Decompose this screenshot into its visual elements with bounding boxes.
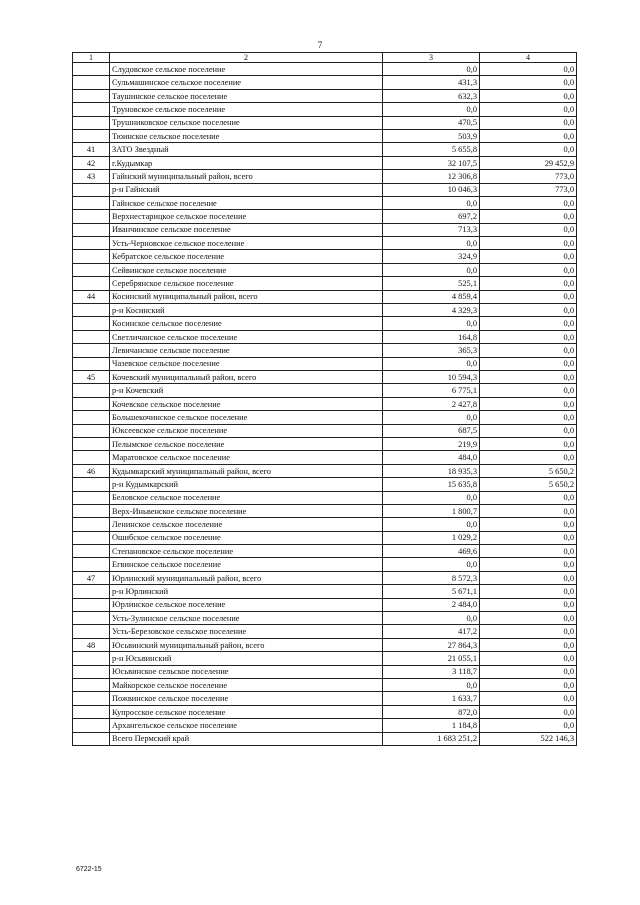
row-number	[73, 504, 110, 517]
row-value-col4: 0,0	[480, 143, 577, 156]
row-value-col4: 0,0	[480, 116, 577, 129]
row-name: Иванчинское сельское поселение	[110, 223, 383, 236]
row-name: Степановское сельское поселение	[110, 545, 383, 558]
row-value-col4: 0,0	[480, 317, 577, 330]
column-header-3: 3	[383, 53, 480, 63]
row-value-col4: 0,0	[480, 531, 577, 544]
row-value-col3: 1 184,8	[383, 719, 480, 732]
row-value-col4: 0,0	[480, 585, 577, 598]
row-number: 44	[73, 290, 110, 303]
row-name: Ленинское сельское поселение	[110, 518, 383, 531]
row-number	[73, 89, 110, 102]
row-number	[73, 250, 110, 263]
row-value-col4: 0,0	[480, 63, 577, 76]
row-name: Майкорское сельское поселение	[110, 678, 383, 691]
row-number: 41	[73, 143, 110, 156]
row-value-col3: 2 427,8	[383, 397, 480, 410]
row-name: р-н Гайнский	[110, 183, 383, 196]
row-value-col3: 632,3	[383, 89, 480, 102]
row-name: р-н Косинский	[110, 304, 383, 317]
row-value-col3: 5 655,8	[383, 143, 480, 156]
table-row	[73, 464, 577, 477]
row-value-col4: 0,0	[480, 504, 577, 517]
table-row	[73, 625, 577, 638]
row-number	[73, 344, 110, 357]
table-row	[73, 692, 577, 705]
row-name: Юрлинское сельское поселение	[110, 598, 383, 611]
row-number: 46	[73, 464, 110, 477]
table-row	[73, 518, 577, 531]
row-number	[73, 317, 110, 330]
row-name: Егвинское сельское поселение	[110, 558, 383, 571]
row-number	[73, 625, 110, 638]
row-number	[73, 545, 110, 558]
column-header-4: 4	[480, 53, 577, 63]
table-row	[73, 330, 577, 343]
row-value-col3: 4 859,4	[383, 290, 480, 303]
row-name: Гайнский муниципальный район, всего	[110, 170, 383, 183]
row-value-col4: 522 146,3	[480, 732, 577, 745]
row-value-col3: 365,3	[383, 344, 480, 357]
table-row	[73, 491, 577, 504]
row-name: Светличанское сельское поселение	[110, 330, 383, 343]
row-value-col3: 0,0	[383, 237, 480, 250]
row-name: р-н Юсьвинский	[110, 652, 383, 665]
table-row	[73, 250, 577, 263]
row-number	[73, 277, 110, 290]
table-row	[73, 558, 577, 571]
row-number	[73, 129, 110, 142]
row-value-col3: 0,0	[383, 518, 480, 531]
row-name: Беловское сельское поселение	[110, 491, 383, 504]
table-row	[73, 103, 577, 116]
row-value-col3: 0,0	[383, 103, 480, 116]
row-number	[73, 357, 110, 370]
row-number	[73, 424, 110, 437]
row-number	[73, 705, 110, 718]
row-value-col4: 0,0	[480, 545, 577, 558]
table-row	[73, 63, 577, 76]
row-number	[73, 384, 110, 397]
row-value-col3: 697,2	[383, 210, 480, 223]
row-name: Верхнестарицкое сельское поселение	[110, 210, 383, 223]
row-value-col4: 0,0	[480, 344, 577, 357]
row-name: Кочевское сельское поселение	[110, 397, 383, 410]
row-number	[73, 76, 110, 89]
row-number	[73, 531, 110, 544]
row-name: р-н Кудымкарский	[110, 478, 383, 491]
table-row	[73, 545, 577, 558]
row-value-col4: 0,0	[480, 129, 577, 142]
row-value-col4: 0,0	[480, 250, 577, 263]
page-number: 7	[317, 40, 323, 50]
row-name: Верх-Иньвенское сельское поселение	[110, 504, 383, 517]
row-value-col4: 5 650,2	[480, 478, 577, 491]
row-value-col4: 0,0	[480, 612, 577, 625]
row-name: ЗАТО Звездный	[110, 143, 383, 156]
row-name: Юсьвинское сельское поселение	[110, 665, 383, 678]
row-number	[73, 451, 110, 464]
row-value-col3: 0,0	[383, 317, 480, 330]
row-value-col4: 0,0	[480, 665, 577, 678]
row-number	[73, 598, 110, 611]
row-name: Юрлинский муниципальный район, всего	[110, 571, 383, 584]
row-number: 43	[73, 170, 110, 183]
row-value-col3: 32 107,5	[383, 156, 480, 169]
row-name: Пелымское сельское поселение	[110, 437, 383, 450]
row-name: Труновское сельское поселение	[110, 103, 383, 116]
row-number	[73, 183, 110, 196]
row-name: Гайнское сельское поселение	[110, 196, 383, 209]
table-row	[73, 719, 577, 732]
row-name: Купросское сельское поселение	[110, 705, 383, 718]
row-value-col3: 713,3	[383, 223, 480, 236]
row-number	[73, 719, 110, 732]
row-value-col3: 15 635,8	[383, 478, 480, 491]
row-value-col3: 2 484,0	[383, 598, 480, 611]
row-value-col3: 1 633,7	[383, 692, 480, 705]
row-name: Ошибское сельское поселение	[110, 531, 383, 544]
row-number: 48	[73, 638, 110, 651]
row-value-col4: 0,0	[480, 571, 577, 584]
table-row	[73, 76, 577, 89]
row-number	[73, 263, 110, 276]
table-row	[73, 277, 577, 290]
row-number: 47	[73, 571, 110, 584]
row-number	[73, 652, 110, 665]
row-name: Трушниковское сельское поселение	[110, 116, 383, 129]
row-number	[73, 732, 110, 745]
row-value-col3: 0,0	[383, 678, 480, 691]
row-value-col4: 0,0	[480, 384, 577, 397]
row-name: Большекочинское сельское поселение	[110, 411, 383, 424]
row-value-col3: 1 683 251,2	[383, 732, 480, 745]
row-value-col4: 0,0	[480, 304, 577, 317]
table-row	[73, 210, 577, 223]
row-value-col3: 10 046,3	[383, 183, 480, 196]
budget-table	[72, 52, 577, 746]
row-number	[73, 692, 110, 705]
row-name: Таушинское сельское поселение	[110, 89, 383, 102]
row-name: Косинское сельское поселение	[110, 317, 383, 330]
table-row	[73, 116, 577, 129]
row-name: Юксеевское сельское поселение	[110, 424, 383, 437]
row-value-col3: 0,0	[383, 612, 480, 625]
column-header-1: 1	[73, 53, 110, 63]
table-row	[73, 705, 577, 718]
row-value-col4: 0,0	[480, 692, 577, 705]
row-value-col3: 27 864,3	[383, 638, 480, 651]
row-value-col4: 0,0	[480, 625, 577, 638]
row-value-col4: 0,0	[480, 451, 577, 464]
row-value-col4: 773,0	[480, 170, 577, 183]
row-name: Кочевский муниципальный район, всего	[110, 370, 383, 383]
table-row	[73, 571, 577, 584]
row-value-col4: 773,0	[480, 183, 577, 196]
row-value-col3: 0,0	[383, 196, 480, 209]
row-name: г.Кудымкар	[110, 156, 383, 169]
row-value-col4: 0,0	[480, 638, 577, 651]
row-value-col3: 219,9	[383, 437, 480, 450]
row-value-col3: 0,0	[383, 357, 480, 370]
row-name: Всего Пермский край	[110, 732, 383, 745]
table-row	[73, 290, 577, 303]
row-value-col4: 0,0	[480, 678, 577, 691]
row-value-col3: 0,0	[383, 558, 480, 571]
row-name: Левичанское сельское поселение	[110, 344, 383, 357]
row-value-col4: 0,0	[480, 76, 577, 89]
row-number	[73, 558, 110, 571]
table-row	[73, 344, 577, 357]
table-row	[73, 317, 577, 330]
row-number	[73, 411, 110, 424]
row-value-col3: 3 118,7	[383, 665, 480, 678]
row-number	[73, 397, 110, 410]
row-value-col3: 503,9	[383, 129, 480, 142]
row-number	[73, 103, 110, 116]
table-row	[73, 652, 577, 665]
row-name: Чазевское сельское поселение	[110, 357, 383, 370]
row-name: Маратовское сельское поселение	[110, 451, 383, 464]
row-value-col4: 0,0	[480, 277, 577, 290]
row-value-col3: 417,2	[383, 625, 480, 638]
table-row	[73, 531, 577, 544]
row-number	[73, 196, 110, 209]
table-row	[73, 638, 577, 651]
row-value-col3: 872,0	[383, 705, 480, 718]
row-number	[73, 612, 110, 625]
row-number	[73, 116, 110, 129]
row-value-col3: 324,9	[383, 250, 480, 263]
row-name: Кебратское сельское поселение	[110, 250, 383, 263]
row-value-col3: 525,1	[383, 277, 480, 290]
table-row	[73, 196, 577, 209]
row-name: Серебрянское сельское поселение	[110, 277, 383, 290]
row-value-col3: 21 055,1	[383, 652, 480, 665]
row-number	[73, 518, 110, 531]
row-value-col4: 0,0	[480, 719, 577, 732]
row-number	[73, 437, 110, 450]
row-number	[73, 678, 110, 691]
row-value-col3: 0,0	[383, 491, 480, 504]
row-value-col3: 18 935,3	[383, 464, 480, 477]
row-number: 45	[73, 370, 110, 383]
row-name: р-н Юрлинский	[110, 585, 383, 598]
row-value-col4: 29 452,9	[480, 156, 577, 169]
row-number	[73, 210, 110, 223]
table-row	[73, 129, 577, 142]
table-row	[73, 170, 577, 183]
row-value-col4: 0,0	[480, 210, 577, 223]
table-header-row	[73, 53, 577, 63]
row-name: Усть-Черновское сельское поселение	[110, 237, 383, 250]
table-row	[73, 732, 577, 745]
row-number	[73, 330, 110, 343]
table-row	[73, 223, 577, 236]
row-name: Косинский муниципальный район, всего	[110, 290, 383, 303]
row-value-col3: 10 594,3	[383, 370, 480, 383]
row-value-col4: 0,0	[480, 397, 577, 410]
table-row	[73, 424, 577, 437]
table-row	[73, 156, 577, 169]
row-value-col3: 164,8	[383, 330, 480, 343]
row-number	[73, 63, 110, 76]
row-value-col4: 0,0	[480, 103, 577, 116]
table-row	[73, 478, 577, 491]
row-name: Пожвинское сельское поселение	[110, 692, 383, 705]
table-row	[73, 304, 577, 317]
row-value-col3: 469,6	[383, 545, 480, 558]
table-row	[73, 411, 577, 424]
row-value-col3: 4 329,3	[383, 304, 480, 317]
table-row	[73, 237, 577, 250]
row-value-col3: 12 306,8	[383, 170, 480, 183]
row-number	[73, 478, 110, 491]
row-value-col3: 1 029,2	[383, 531, 480, 544]
row-value-col4: 0,0	[480, 290, 577, 303]
table-row	[73, 370, 577, 383]
row-value-col4: 0,0	[480, 558, 577, 571]
table-row	[73, 357, 577, 370]
row-name: Усть-Зулинское сельское поселение	[110, 612, 383, 625]
table-row	[73, 89, 577, 102]
row-name: Архангельское сельское поселение	[110, 719, 383, 732]
row-number	[73, 491, 110, 504]
row-number	[73, 304, 110, 317]
table-row	[73, 183, 577, 196]
row-name: Слудовское сельское поселение	[110, 63, 383, 76]
row-value-col4: 0,0	[480, 491, 577, 504]
table-row	[73, 585, 577, 598]
table-row	[73, 665, 577, 678]
row-value-col4: 0,0	[480, 89, 577, 102]
row-name: Сульмашинское сельское поселение	[110, 76, 383, 89]
row-value-col3: 431,3	[383, 76, 480, 89]
row-value-col3: 5 671,1	[383, 585, 480, 598]
row-value-col4: 0,0	[480, 424, 577, 437]
row-value-col3: 8 572,3	[383, 571, 480, 584]
footer-code: 6722-15	[76, 866, 102, 873]
table-row	[73, 612, 577, 625]
row-name: р-н Кочевский	[110, 384, 383, 397]
row-name: Кудымкарский муниципальный район, всего	[110, 464, 383, 477]
table-row	[73, 263, 577, 276]
row-value-col4: 0,0	[480, 518, 577, 531]
table-row	[73, 437, 577, 450]
row-value-col3: 687,5	[383, 424, 480, 437]
table-row	[73, 678, 577, 691]
row-number	[73, 585, 110, 598]
table-row	[73, 143, 577, 156]
row-value-col4: 0,0	[480, 330, 577, 343]
row-value-col4: 0,0	[480, 705, 577, 718]
row-value-col3: 470,5	[383, 116, 480, 129]
row-number	[73, 237, 110, 250]
row-value-col3: 6 775,1	[383, 384, 480, 397]
row-value-col4: 0,0	[480, 652, 577, 665]
row-number	[73, 665, 110, 678]
table-row	[73, 384, 577, 397]
row-value-col4: 0,0	[480, 411, 577, 424]
table-row	[73, 397, 577, 410]
row-value-col4: 0,0	[480, 437, 577, 450]
table-row	[73, 598, 577, 611]
row-name: Юсьвинский муниципальный район, всего	[110, 638, 383, 651]
row-number	[73, 223, 110, 236]
row-value-col3: 0,0	[383, 411, 480, 424]
row-value-col3: 1 800,7	[383, 504, 480, 517]
row-value-col4: 0,0	[480, 237, 577, 250]
column-header-2: 2	[110, 53, 383, 63]
row-value-col4: 0,0	[480, 196, 577, 209]
row-value-col4: 0,0	[480, 357, 577, 370]
row-name: Тюинское сельское поселение	[110, 129, 383, 142]
row-number: 42	[73, 156, 110, 169]
row-value-col4: 0,0	[480, 598, 577, 611]
table-row	[73, 504, 577, 517]
row-value-col4: 5 650,2	[480, 464, 577, 477]
table-body	[73, 63, 577, 746]
row-name: Усть-Березовское сельское поселение	[110, 625, 383, 638]
row-value-col4: 0,0	[480, 370, 577, 383]
table-row	[73, 451, 577, 464]
row-value-col3: 484,0	[383, 451, 480, 464]
row-name: Сейвинское сельское поселение	[110, 263, 383, 276]
row-value-col3: 0,0	[383, 263, 480, 276]
row-value-col3: 0,0	[383, 63, 480, 76]
row-value-col4: 0,0	[480, 263, 577, 276]
row-value-col4: 0,0	[480, 223, 577, 236]
